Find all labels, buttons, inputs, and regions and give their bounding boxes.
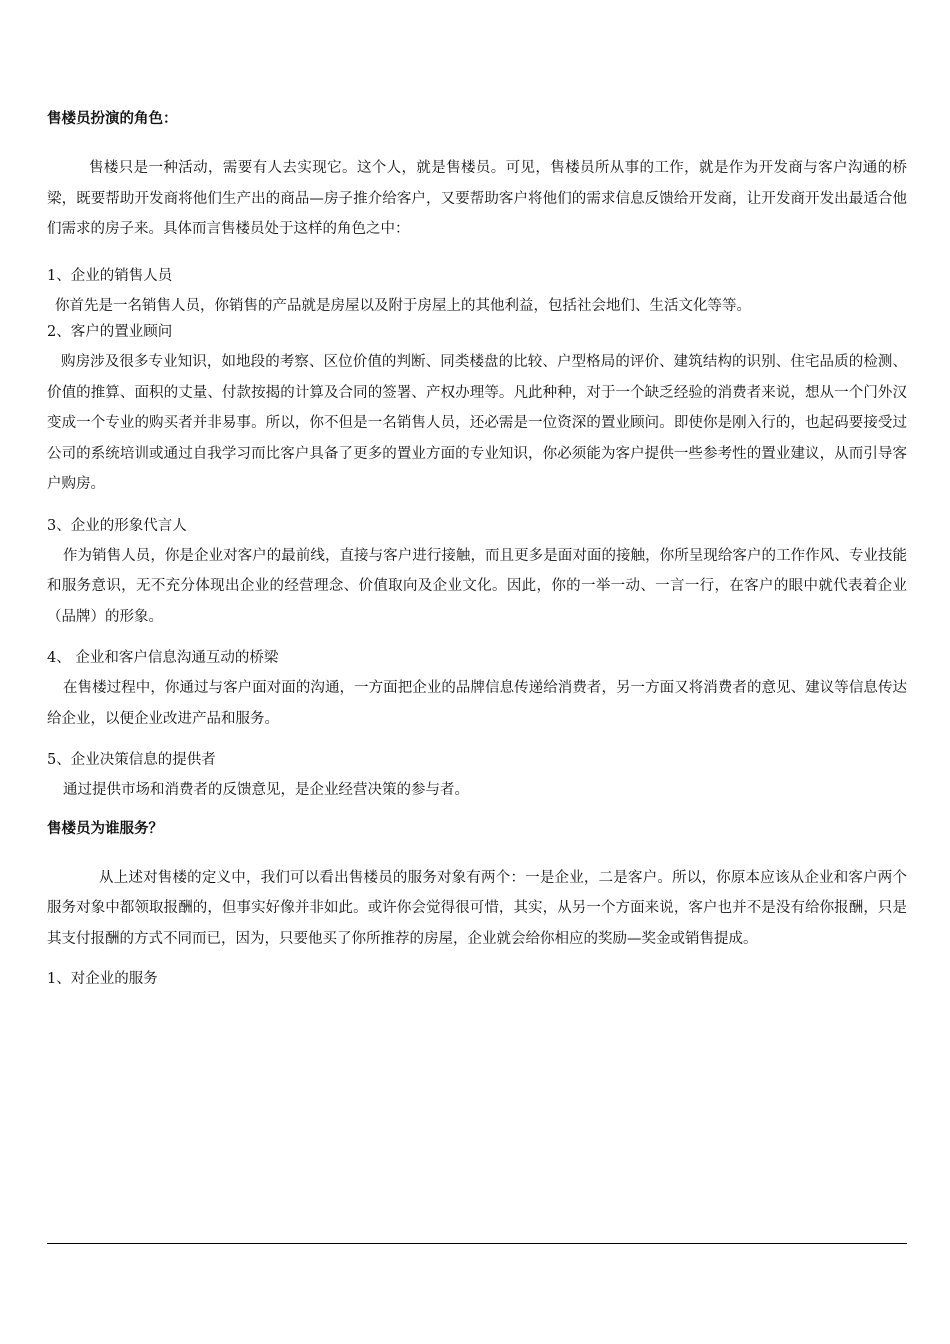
item-title-4: 4、 企业和客户信息沟通互动的桥梁 [47,650,279,666]
document-page [47,108,907,990]
intro-paragraph-role: 售楼只是一种活动，需要有人去实现它。这个人，就是售楼员。可见，售楼员所从事的工作，就是作为开发商与客户沟通的桥梁，既要帮助开发商将他们生产出的商品—房子推介给客户，又要帮助客户将他们的需求信息反馈给开发商，让开发商开发出最适合他们需求的房子来。具体而言售楼员处于这样的角色之中： [47,160,907,237]
item-title-5: 5、企业决策信息的提供者 [47,752,216,768]
item-body-1: 你首先是一名销售人员，你销售的产品就是房屋以及附于房屋上的其他利益，包括社会地们、生活文化等等。 [55,297,751,314]
item-title-2: 2、客户的置业顾问 [47,324,173,340]
intro-paragraph-service: 从上述对售楼的定义中，我们可以看出售楼员的服务对象有两个：一是企业，二是客户。所以，你原本应该从企业和客户两个服务对象中都领取报酬的，但事实好像并非如此。或许你会觉得很可惜，其实，从另一个方面来说，客户也并不是没有给你报酬，只是其支付报酬的方式不同而已，因为，只要他买了你所推荐的房屋，企业就会给你相应的奖励—奖金或销售提成。 [47,869,907,947]
item-body-3: 作为销售人员，你是企业对客户的最前线，直接与客户进行接触，而且更多是面对面的接触，你所呈现给客户的工作作风、专业技能和服务意识，无不充分体现出企业的经营理念、价值取向及企业文化。因此，你的一举一动、一言一行，在客户的眼中就代表着企业（品牌）的形象。 [47,547,907,625]
item-body-5: 通过提供市场和消费者的反馈意见，是企业经营决策的参与者。 [63,782,469,798]
item-body-2: 购房涉及很多专业知识，如地段的考察、区位价值的判断、同类楼盘的比较、户型格局的评价、建筑结构的识别、住宅品质的检测、价值的推算、面积的丈量、付款按揭的计算及合同的签署、产权办理等。凡此种种，对于一个缺乏经验的消费者来说，想从一个门外汉变成一个专业的购买者并非易事。所以，你不但是一名销售人员，还必需是一位资深的置业顾问。即使你是刚入行的，也起码要接受过公司的系统培训或通过自我学习而比客户具备了更多的置业方面的专业知识，你必须能为客户提供一些参考性的置业建议，从而引导客户购房。 [47,354,907,492]
item-title-1: 1、企业的销售人员 [47,267,173,284]
item-title-3: 3、企业的形象代言人 [47,517,187,534]
section-heading-service: 售楼员为谁服务？ [47,820,163,837]
item-title-service-1: 1、对企业的服务 [47,971,158,987]
footer-divider [47,1243,907,1244]
item-body-4: 在售楼过程中，你通过与客户面对面的沟通，一方面把企业的品牌信息传递给消费者，另一方面又将消费者的意见、建议等信息传达给企业，以便企业改进产品和服务。 [47,680,907,727]
section-heading-role: 售楼员扮演的角色： [47,111,178,127]
